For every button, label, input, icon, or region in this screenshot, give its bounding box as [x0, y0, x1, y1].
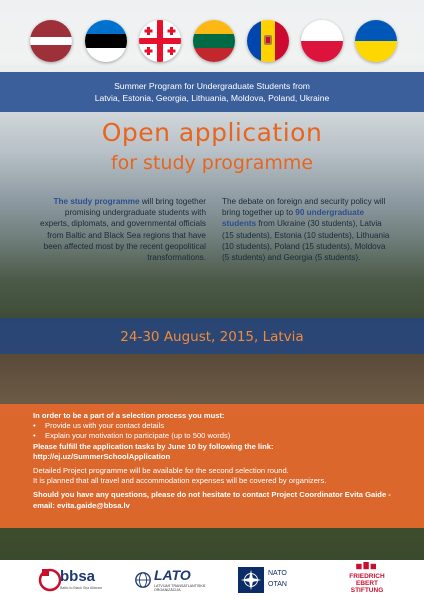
lato-logo-text: LATO: [154, 567, 191, 583]
globe-icon: [134, 571, 152, 589]
debate-description: [222, 196, 392, 263]
programme-text: will bring together promising undergraduate students with experts, diplomats, and governmental officials from Baltic and Black Sea regions that have been affected most by the recent geopolitical transformations.: [40, 197, 206, 263]
ukraine-flag-icon: [355, 20, 397, 62]
program-header-line2: Latvia, Estonia, Georgia, Lithuania, Moldova, Poland, Ukraine: [94, 93, 330, 103]
debate-highlight: 90 undergraduate students: [222, 208, 364, 229]
page-subtitle: for study programme: [110, 152, 314, 174]
georgia-flag-icon: [139, 20, 181, 62]
partner-logos: [0, 560, 424, 600]
program-header-line1: Summer Program for Undergraduate Students from: [114, 81, 310, 91]
fes-logo-line2: EBERT: [355, 580, 379, 587]
fes-logo: [342, 562, 392, 598]
nato-logo-text: NATO: [268, 570, 287, 577]
moldova-flag-icon: [247, 20, 289, 62]
otan-logo-text: OTAN: [268, 581, 287, 588]
application-contact: Should you have any questions, please do not hesitate to contact Project Coordinator Evita Gaide - email: evita.gaide@bbsa.lv: [33, 490, 391, 510]
programme-description: [34, 196, 206, 263]
bbsa-logo: [38, 566, 118, 596]
program-header-bar: [0, 72, 424, 112]
lato-logo-subtext: LATVIJAS TRANSATLANTISKĀ ORGANIZĀCIJA: [154, 584, 206, 593]
application-note-1: Detailed Project programme will be available for the second selection round.: [33, 466, 289, 476]
programme-lead: The study programme: [53, 197, 140, 206]
application-deadline: Please fulfill the application tasks by June 10 by following the link:: [33, 441, 274, 451]
estonia-flag-icon: [85, 20, 127, 62]
lithuania-flag-icon: [193, 20, 235, 62]
date-bar: [0, 318, 424, 354]
application-box: [0, 404, 424, 528]
application-bullet: • Provide us with your contact details: [33, 421, 403, 431]
bbsa-logo-text: bbsa: [60, 568, 96, 585]
debate-text-after: from Ukraine (30 students), Latvia (15 students), Estonia (10 students), Lithuania (10 students), Poland (15 students), Moldova (5 students) and Georgia (5 students).: [222, 219, 390, 263]
bbsa-logo-subtext: Baltic to Black Sea Alliance: [60, 586, 103, 590]
nato-logo: [238, 567, 302, 595]
flag-row: [0, 0, 424, 78]
debate-text-before: The debate on foreign and security policy will bring together up to: [222, 197, 386, 218]
nato-star-icon: [238, 567, 264, 593]
application-bullet: • Explain your motivation to participate (up to 500 words): [33, 431, 403, 441]
application-note-2: It is planned that all travel and accommodation expenses will be covered by organizers.: [33, 476, 327, 486]
event-date: 24-30 August, 2015, Latvia: [120, 329, 304, 345]
lato-logo: [132, 565, 212, 597]
latvia-flag-icon: [30, 20, 72, 62]
fes-logo-line1: FRIEDRICH: [349, 573, 385, 580]
fes-logo-line3: STIFTUNG: [350, 587, 384, 594]
application-link[interactable]: http://ej.uz/SummerSchoolApplication: [33, 451, 171, 461]
fes-emblem-icon: [356, 562, 378, 571]
application-intro: In order to be a part of a selection process you must:: [33, 411, 225, 420]
page-title: Open application: [101, 118, 323, 147]
poland-flag-icon: [301, 20, 343, 62]
